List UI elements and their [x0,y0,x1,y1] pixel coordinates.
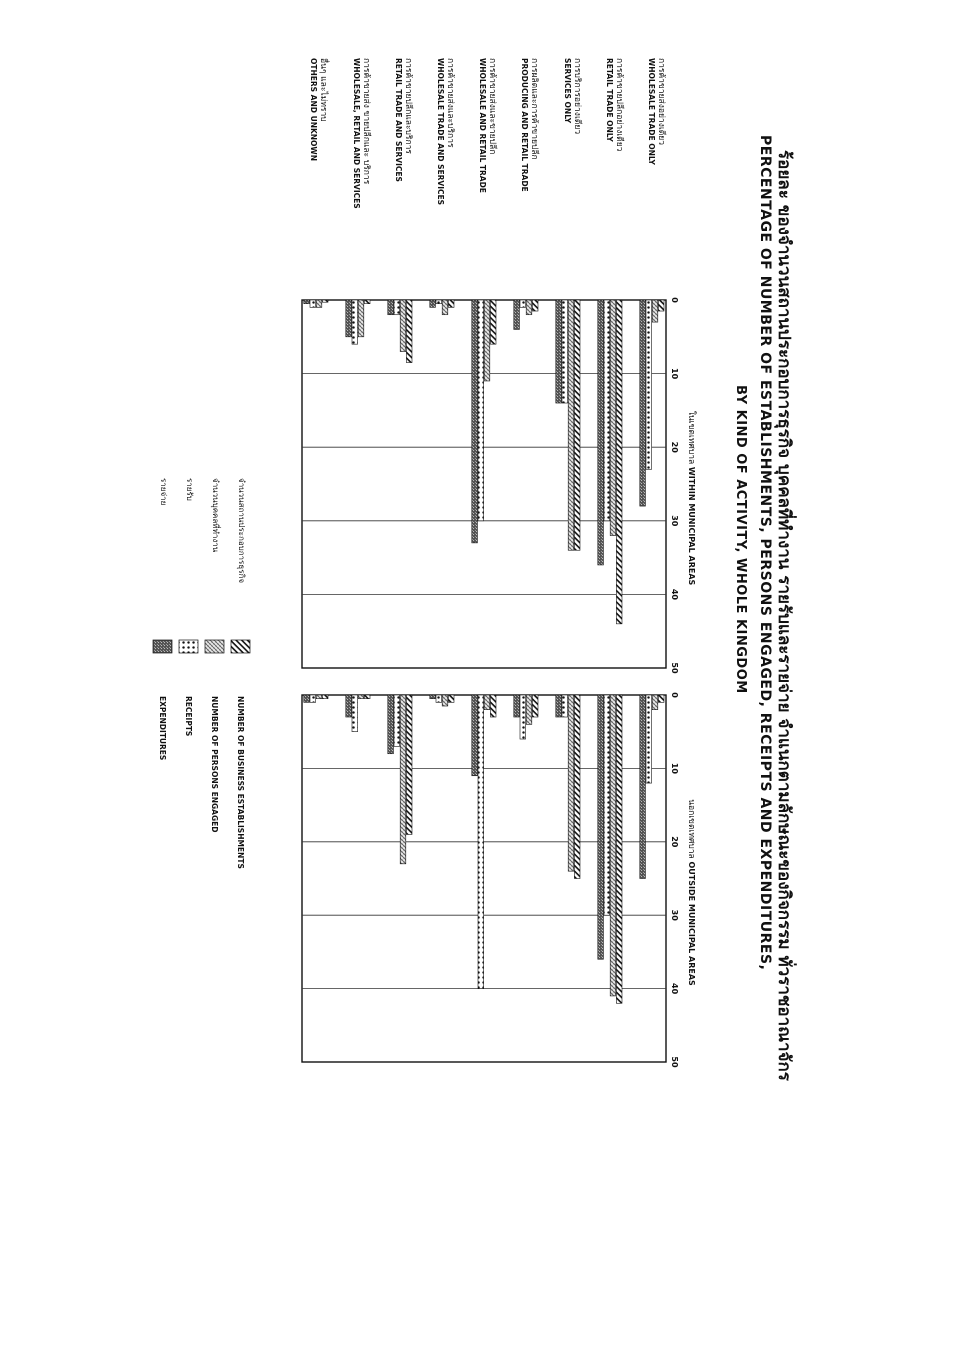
tick-label: 0 [670,297,679,303]
tick-label: 30 [670,515,679,527]
bar-within-establishments-cat1 [658,300,664,311]
bar-within-establishments-cat8 [364,300,370,304]
category-label-thai: การค้าขายปลีกและบริการ [403,58,413,154]
bar-outside-establishments-cat2 [616,695,622,1003]
bar-within-expenditures-cat5 [472,300,478,543]
category-label-thai: การผลิตและการค้าขายปลีก [529,58,539,160]
bar-within-expenditures-cat1 [640,300,646,506]
bar-outside-persons-engaged-cat8 [358,695,364,699]
panel-title-english: OUTSIDE MUNICIPAL AREAS [687,861,696,986]
bar-outside-persons-engaged-cat3 [568,695,574,871]
legend-label-thai: รายจ่าย [159,478,168,506]
bar-within-establishments-cat9 [322,300,328,302]
chart-title-thai: ร้อยละ ของจำนวนสถานประกอบการธุรกิจ บุคคลที่ทำงาน รายรับและรายจ่าย จำแนกตามลักษณะของกิจกรรม ทั่วราชอาณาจักร [774,150,794,1081]
bar-outside-expenditures-cat6 [430,695,436,699]
bar-outside-establishments-cat6 [448,695,454,702]
bar-within-establishments-cat2 [616,300,622,624]
bar-within-persons-engaged-cat9 [316,300,322,307]
bar-outside-persons-engaged-cat1 [652,695,658,710]
category-label-thai: การค้าขายส่ง ขายปลีกและ บริการ [361,58,371,185]
bar-outside-expenditures-cat9 [304,695,310,702]
bar-outside-establishments-cat5 [490,695,496,717]
legend-label-thai: จำนวนสถานประกอบการธุรกิจ [237,478,246,584]
bar-within-persons-engaged-cat4 [526,300,532,315]
bar-within-persons-engaged-cat2 [610,300,616,536]
bar-outside-receipts-cat9 [310,695,316,702]
tick-label: 10 [670,368,679,380]
category-label-thai: อื่นๆ และไม่ทราบ [318,58,328,122]
bar-outside-establishments-cat1 [658,695,664,702]
bar-within-expenditures-cat3 [556,300,562,403]
bar-outside-receipts-cat6 [436,695,442,702]
bar-outside-expenditures-cat8 [346,695,352,717]
legend-swatch-persons-engaged [205,640,224,653]
panel-title-english: WITHIN MUNICIPAL AREAS [687,466,696,586]
bar-outside-persons-engaged-cat4 [526,695,532,724]
legend-swatch-establishments [231,640,250,653]
bar-outside-receipts-cat3 [562,695,568,717]
bar-outside-expenditures-cat1 [640,695,646,879]
bar-within-expenditures-cat9 [304,300,310,304]
category-label-thai: การค้าขายส่งและขายปลีก [487,58,497,155]
bar-within-persons-engaged-cat3 [568,300,574,550]
bar-within-receipts-cat9 [310,300,316,307]
legend-label-thai: รายรับ [185,478,194,501]
chart-panel-outside-municipal [302,692,696,1068]
bar-outside-receipts-cat1 [646,695,652,783]
bar-outside-persons-engaged-cat9 [316,695,322,699]
legend-swatch-expenditures [153,640,172,653]
bar-outside-expenditures-cat4 [514,695,520,717]
tick-label: 50 [670,662,679,674]
bar-outside-receipts-cat7 [394,695,400,746]
category-label-english: OTHERS AND UNKNOWN [309,58,318,161]
panel-title-thai: ในเขตเทศบาล [686,410,696,467]
bar-within-expenditures-cat6 [430,300,436,307]
bar-within-receipts-cat5 [478,300,484,521]
category-label-english: PRODUCING AND RETAIL TRADE [520,58,529,192]
bar-within-persons-engaged-cat7 [400,300,406,352]
bar-within-persons-engaged-cat6 [442,300,448,315]
category-label-english: SERVICES ONLY [563,58,572,124]
bar-within-receipts-cat7 [394,300,400,315]
category-label-thai: การบริการอย่างเดียว [572,58,582,135]
category-label-english: WHOLESALE TRADE AND SERVICES [436,58,445,206]
bar-outside-persons-engaged-cat2 [610,695,616,996]
category-label-english: WHOLESALE AND RETAIL TRADE [478,58,487,193]
bar-within-establishments-cat6 [448,300,454,307]
bar-outside-persons-engaged-cat7 [400,695,406,864]
category-label-thai: การค้าขายส่งอย่างเดียว [656,58,666,146]
bar-outside-expenditures-cat5 [472,695,478,776]
category-label-thai: การค้าขายส่งและบริการ [445,58,455,148]
bar-outside-establishments-cat3 [574,695,580,879]
bar-outside-establishments-cat8 [364,695,370,699]
bar-within-persons-engaged-cat1 [652,300,658,322]
tick-label: 40 [670,588,679,600]
bar-outside-receipts-cat2 [604,695,610,915]
legend-label-english: RECEIPTS [184,696,193,737]
bar-within-persons-engaged-cat8 [358,300,364,337]
tick-label: 20 [670,441,679,453]
bar-outside-establishments-cat4 [532,695,538,717]
chart-panel-within-municipal [302,297,697,674]
category-label-english: WHOLESALE, RETAIL AND SERVICES [352,58,361,209]
bar-outside-receipts-cat8 [352,695,358,732]
bar-outside-establishments-cat9 [322,695,328,699]
category-label-english: RETAIL TRADE ONLY [605,58,614,142]
tick-label: 0 [670,692,679,698]
bar-outside-receipts-cat5 [478,695,484,989]
bar-within-receipts-cat2 [604,300,610,521]
legend-label-english: NUMBER OF PERSONS ENGAGED [210,696,219,833]
legend-label-english: NUMBER OF BUSINESS ESTABLISHMENTS [236,696,245,869]
bar-within-establishments-cat7 [406,300,412,363]
tick-label: 20 [670,836,679,848]
bar-outside-persons-engaged-cat5 [484,695,490,710]
bar-outside-receipts-cat4 [520,695,526,739]
panel-title [686,411,697,586]
tick-label: 40 [670,983,679,995]
bar-outside-expenditures-cat2 [598,695,604,959]
bar-outside-expenditures-cat7 [388,695,394,754]
bar-within-persons-engaged-cat5 [484,300,490,381]
bar-within-expenditures-cat2 [598,300,604,565]
bar-within-expenditures-cat4 [514,300,520,329]
bar-within-establishments-cat5 [490,300,496,344]
panel-title [686,799,696,986]
tick-label: 30 [670,909,679,921]
bar-within-receipts-cat3 [562,300,568,403]
bar-outside-establishments-cat7 [406,695,412,834]
bar-outside-expenditures-cat3 [556,695,562,717]
bar-within-establishments-cat4 [532,300,538,311]
chart-title-english-line1: PERCENTAGE OF NUMBER OF ESTABLISHMENTS, PERSONS ENGAGED, RECEIPTS AND EXPENDITURES, [757,135,773,971]
panel-title-thai: นอกเขตเทศบาล [686,799,696,862]
category-label-english: RETAIL TRADE AND SERVICES [394,58,403,182]
chart-title-english-line2: BY KIND OF ACTIVITY, WHOLE KINGDOM [733,385,748,694]
legend-swatches [153,640,250,653]
bar-within-receipts-cat8 [352,300,358,344]
category-label-thai: การค้าขายปลีกอย่างเดียว [614,58,624,152]
bar-within-establishments-cat3 [574,300,580,550]
bar-within-expenditures-cat7 [388,300,394,315]
legend-label-thai: จำนวนบุคคลที่ทำงาน [211,478,220,553]
bar-within-receipts-cat1 [646,300,652,469]
bar-within-receipts-cat6 [436,300,442,304]
bar-within-expenditures-cat8 [346,300,352,337]
bar-outside-persons-engaged-cat6 [442,695,448,706]
legend-label-english: EXPENDITURES [158,696,167,761]
category-label-english: WHOLESALE TRADE ONLY [647,58,656,165]
bar-within-receipts-cat4 [520,300,526,307]
tick-label: 50 [670,1056,679,1068]
legend-swatch-receipts [179,640,198,653]
tick-label: 10 [670,762,679,774]
